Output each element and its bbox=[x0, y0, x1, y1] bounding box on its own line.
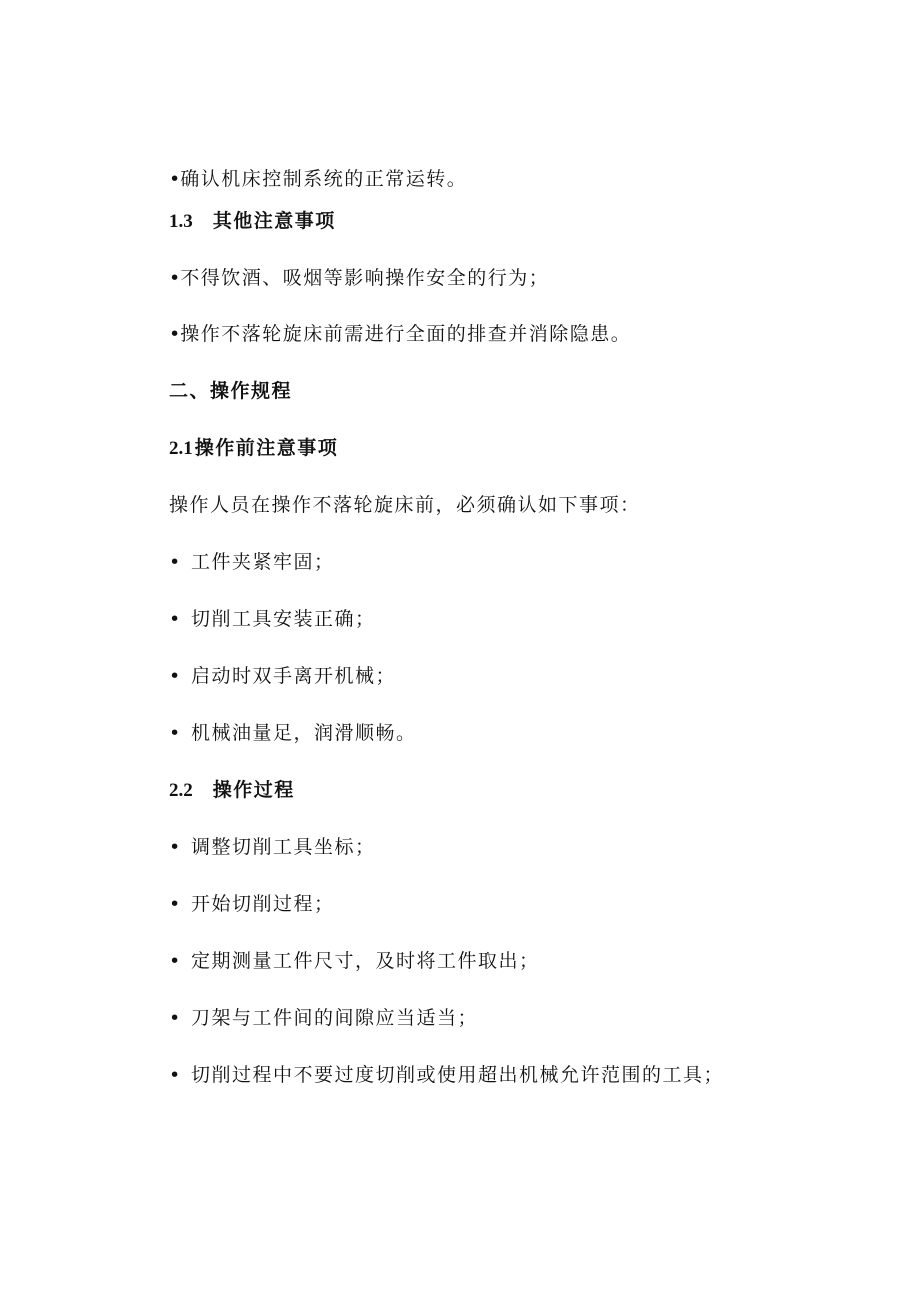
bullet-text: 切削过程中不要过度切削或使用超出机械允许范围的工具； bbox=[191, 1064, 725, 1086]
bullet-item bbox=[169, 950, 540, 972]
bullet-icon: • bbox=[169, 323, 181, 345]
bullet-item bbox=[169, 608, 376, 630]
bullet-icon: • bbox=[169, 836, 181, 858]
chapter-heading bbox=[169, 380, 292, 402]
section-heading-2-2 bbox=[169, 779, 295, 802]
bullet-item bbox=[169, 893, 335, 915]
section-title: 其他注意事项 bbox=[212, 210, 336, 232]
bullet-icon: • bbox=[169, 551, 181, 573]
section-title: 操作过程 bbox=[212, 779, 295, 801]
bullet-item bbox=[169, 722, 417, 744]
bullet-item bbox=[169, 551, 335, 573]
bullet-text: 操作不落轮旋床前需进行全面的排查并消除隐患。 bbox=[180, 323, 632, 345]
bullet-item bbox=[169, 1007, 478, 1029]
paragraph-text: 操作人员在操作不落轮旋床前，必须确认如下事项： bbox=[169, 494, 641, 516]
bullet-text: 不得饮酒、吸烟等影响操作安全的行为； bbox=[180, 267, 550, 289]
bullet-item bbox=[169, 267, 549, 289]
bullet-text: 切削工具安装正确； bbox=[191, 608, 376, 630]
bullet-text: 确认机床控制系统的正常运转。 bbox=[180, 168, 468, 190]
section-heading-1-3 bbox=[169, 210, 336, 233]
bullet-icon: • bbox=[169, 1007, 181, 1029]
section-heading-2-1 bbox=[169, 437, 338, 460]
bullet-text: 机械油量足，润滑顺畅。 bbox=[191, 722, 417, 744]
bullet-icon: • bbox=[169, 950, 181, 972]
bullet-text: 工件夹紧牢固； bbox=[191, 551, 335, 573]
section-number: 2.1 bbox=[169, 438, 193, 459]
bullet-icon: • bbox=[169, 1064, 181, 1086]
bullet-icon: • bbox=[169, 168, 181, 190]
bullet-icon: • bbox=[169, 608, 181, 630]
bullet-icon: • bbox=[169, 722, 181, 744]
bullet-item bbox=[169, 665, 396, 687]
section-number: 2.2 bbox=[169, 780, 193, 801]
bullet-item bbox=[169, 1064, 724, 1086]
bullet-item bbox=[169, 323, 631, 345]
bullet-item bbox=[169, 836, 376, 858]
section-title: 操作前注意事项 bbox=[194, 437, 339, 459]
bullet-text: 启动时双手离开机械； bbox=[191, 665, 397, 687]
bullet-text: 刀架与工件间的间隙应当适当； bbox=[191, 1007, 479, 1029]
bullet-icon: • bbox=[169, 267, 181, 289]
bullet-item bbox=[169, 168, 467, 190]
bullet-text: 调整切削工具坐标； bbox=[191, 836, 376, 858]
section-number: 1.3 bbox=[169, 211, 193, 232]
bullet-text: 开始切削过程； bbox=[191, 893, 335, 915]
bullet-text: 定期测量工件尺寸，及时将工件取出； bbox=[191, 950, 540, 972]
paragraph bbox=[169, 494, 641, 516]
bullet-icon: • bbox=[169, 893, 181, 915]
chapter-title: 二、操作规程 bbox=[169, 380, 293, 402]
bullet-icon: • bbox=[169, 665, 181, 687]
